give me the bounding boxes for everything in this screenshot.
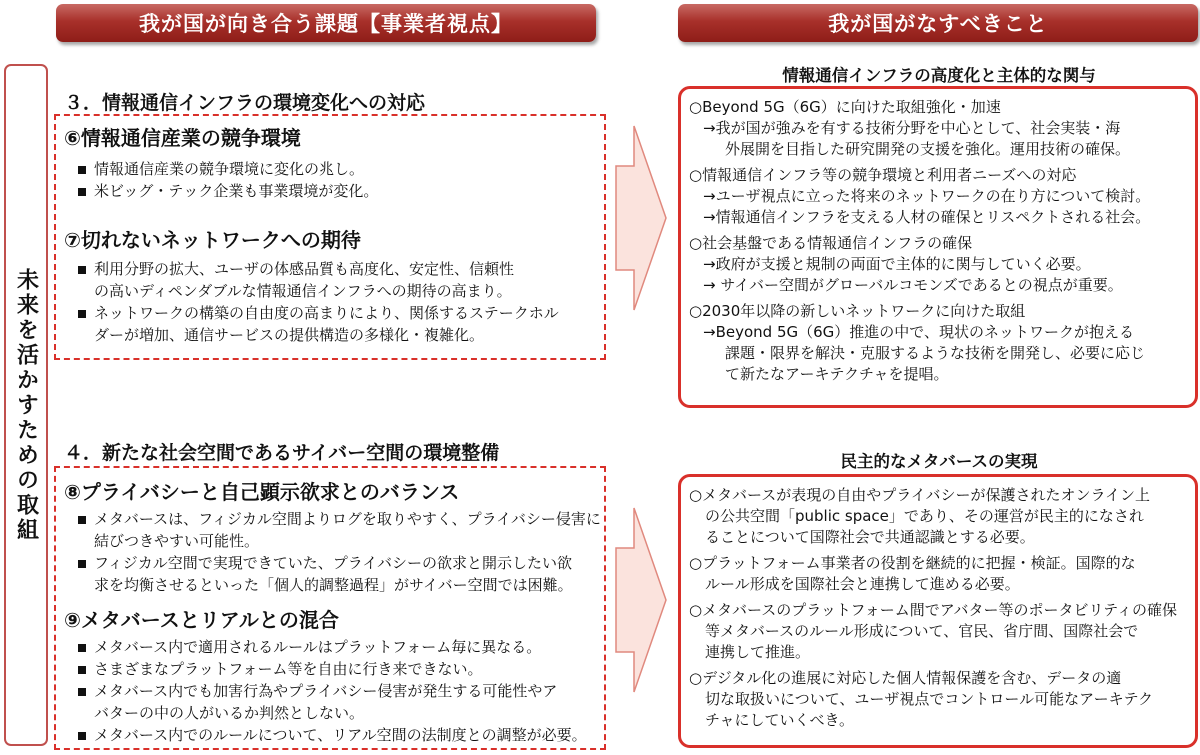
box1-heading: 情報通信インフラの高度化と主体的な関与 [782, 66, 1096, 85]
right-banner: 我が国がなすべきこと [678, 4, 1198, 42]
right-arrow-icon [606, 118, 672, 318]
box1-item: ○Beyond 5G（6G）に向けた取組強化・加速 →我が国が強みを有する技術分野を中心として、社会実装・海 外展開を目指した研究開発の支援を強化。運用技術の確保。 [689, 98, 1131, 158]
box2-item: ○デジタル化の進展に対応した個人情報保護を含む、データの適 切な取扱いについて、ユーザ視点でコントロール可能なアーキテク チャにしていくべき。 [689, 669, 1154, 729]
subsection-6-title: ⑥情報通信産業の競争環境 [64, 126, 301, 150]
bullet-item: フィジカル空間で実現できていた、プライバシーの欲求と開示したい欲 求を均衡させるといった「個人的調整過程」がサイバー空間では困難。 [64, 552, 604, 596]
box1 [678, 86, 1198, 408]
box1-item: ○2030年以降の新しいネットワークに向けた取組 →Beyond 5G（6G）推進の中で、現状のネットワークが抱える 課題・限界を解決・克服するような技術を開発し、必要に応じ て新たなアーキテクチャを提唱。 [689, 302, 1146, 383]
bullet-item: ネットワークの構築の自由度の高まりにより、関係するステークホル ダーが増加、通信サービスの提供構造の多様化・複雑化。 [64, 302, 604, 346]
box2-item: ○メタバースが表現の自由やプライバシーが保護されたオンライン上 の公共空間「public space」であり、その運営が民主的になされ ることについて国際社会で共通認識とする必要。 [689, 486, 1150, 546]
section-4-title: ４．新たな社会空間であるサイバー空間の環境整備 [64, 442, 500, 464]
section-3-title: ３．情報通信インフラの環境変化への対応 [64, 92, 426, 114]
box2-heading: 民主的なメタバースの実現 [840, 452, 1038, 471]
bullet-item: メタバース内でも加害行為やプライバシー侵害が発生する可能性やア バターの中の人がいるか判然としない。 [64, 680, 604, 724]
subsection-9-bullets [64, 636, 604, 746]
vertical-tab-label: 未来を活かすための取組 [13, 267, 39, 543]
bullet-item: 利用分野の拡大、ユーザの体感品質も高度化、安定性、信頼性 の高いディペンダブルな情報通信インフラへの期待の高まり。 [64, 258, 604, 302]
box1-item: ○情報通信インフラ等の競争環境と利用者ニーズへの対応 →ユーザ視点に立った将来のネットワークの在り方について検討。 →情報通信インフラを支える人材の確保とリスペクトされる社会。 [689, 166, 1151, 226]
box2-item: ○プラットフォーム事業者の役割を継続的に把握・検証。国際的な ルール形成を国際社会と連携して進める必要。 [689, 554, 1136, 593]
subsection-7-bullets [64, 258, 604, 346]
box2-item: ○メタバースのプラットフォーム間でアバター等のポータビリティの確保 等メタバースのルール形成について、官民、省庁間、国際社会で 連携して推進。 [689, 601, 1177, 661]
subsection-8-title: ⑧プライバシーと自己顕示欲求とのバランス [64, 480, 460, 504]
subsection-9-title: ⑨メタバースとリアルとの混合 [64, 608, 339, 632]
vertical-tab [4, 64, 48, 746]
box2 [678, 474, 1198, 748]
subsection-8-bullets [64, 508, 604, 596]
box1-item: ○社会基盤である情報通信インフラの確保 →政府が支援と規制の両面で主体的に関与していく必要。 → サイバー空間がグローバルコモンズであるとの視点が重要。 [689, 234, 1123, 294]
right-arrow-icon [606, 500, 672, 700]
left-banner: 我が国が向き合う課題【事業者視点】 [56, 4, 596, 42]
bullet-item: メタバース内で適用されるルールはプラットフォーム毎に異なる。 [64, 636, 604, 658]
subsection-6-bullets [64, 158, 604, 202]
bullet-item: メタバース内でのルールについて、リアル空間の法制度との調整が必要。 [64, 724, 604, 746]
bullet-item: 米ビッグ・テック企業も事業環境が変化。 [64, 180, 604, 202]
bullet-item: メタバースは、フィジカル空間よりログを取りやすく、プライバシー侵害に 結びつきやすい可能性。 [64, 508, 604, 552]
bullet-item: さまざまなプラットフォーム等を自由に行き来できない。 [64, 658, 604, 680]
subsection-7-title: ⑦切れないネットワークへの期待 [64, 228, 361, 252]
bullet-item: 情報通信産業の競争環境に変化の兆し。 [64, 158, 604, 180]
